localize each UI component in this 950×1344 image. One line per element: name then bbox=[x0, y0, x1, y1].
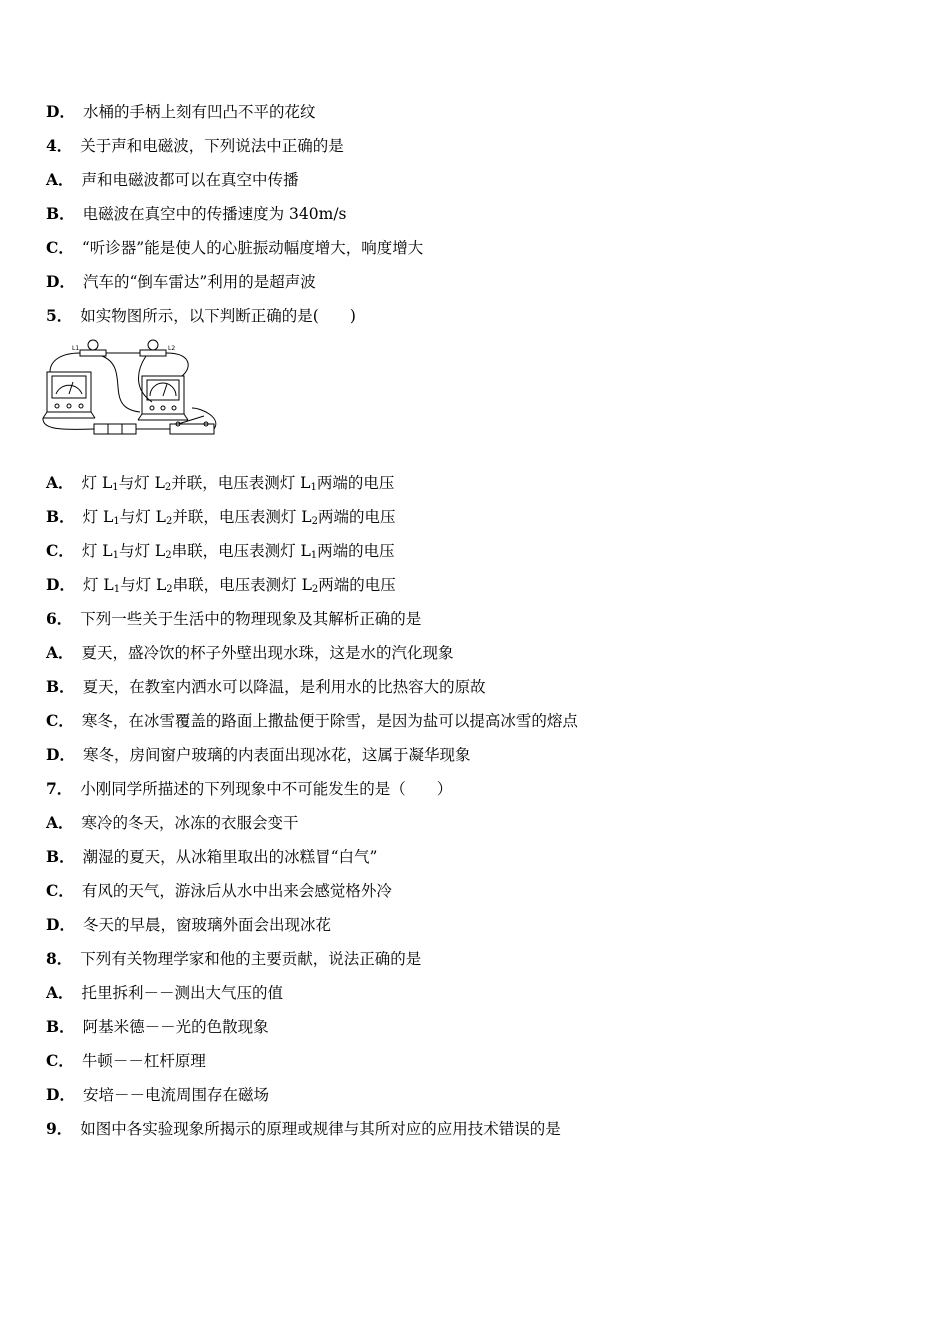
question-text: 如图中各实验现象所揭示的原理或规律与其所对应的应用技术错误的是 bbox=[80, 1120, 561, 1138]
text-run: 灯 L bbox=[81, 542, 113, 560]
answer-option bbox=[46, 1051, 206, 1071]
option-letter: B． bbox=[46, 677, 75, 696]
question-stem bbox=[46, 949, 421, 969]
text-run: 两端的电压 bbox=[318, 576, 396, 594]
text-run: 并联，电压表测灯 L bbox=[171, 474, 311, 492]
option-text: 夏天，盛冷饮的杯子外壁出现水珠，这是水的汽化现象 bbox=[81, 644, 454, 662]
answer-option bbox=[46, 507, 395, 527]
answer-option bbox=[46, 915, 331, 935]
answer-option bbox=[46, 813, 299, 833]
option-letter: C． bbox=[46, 238, 74, 257]
option-letter: B． bbox=[46, 847, 75, 866]
option-text: 汽车的“倒车雷达”利用的是超声波 bbox=[82, 273, 316, 291]
text-run: 灯 L bbox=[82, 576, 114, 594]
answer-option bbox=[46, 473, 394, 493]
text-run: 两端的电压 bbox=[316, 474, 395, 492]
question-number: 8． bbox=[46, 949, 73, 968]
option-letter: C． bbox=[46, 711, 74, 730]
subscript: 1 bbox=[310, 550, 318, 561]
text-run: 与灯 L bbox=[118, 474, 165, 492]
answer-option bbox=[46, 847, 377, 867]
text-run: 灯 L bbox=[81, 474, 113, 492]
option-text: 电磁波在真空中的传播速度为 340m/s bbox=[82, 205, 347, 223]
option-text: 夏天，在教室内洒水可以降温，是利用水的比热容大的原故 bbox=[82, 678, 486, 696]
answer-option bbox=[46, 881, 392, 901]
question-stem bbox=[46, 136, 344, 156]
lamp-l2 bbox=[140, 340, 166, 356]
subscript: 1 bbox=[112, 482, 119, 493]
subscript: 2 bbox=[165, 516, 173, 527]
option-text bbox=[82, 542, 395, 560]
meter-left bbox=[43, 372, 95, 418]
option-text: 安培－－电流周围存在磁场 bbox=[82, 1086, 269, 1104]
lamp-label-l2: L2 bbox=[168, 345, 176, 352]
meter-right bbox=[138, 376, 188, 420]
question-stem bbox=[46, 1119, 561, 1139]
subscript: 2 bbox=[311, 584, 319, 595]
option-text: “听诊器”能是使人的心脏振动幅度增大，响度增大 bbox=[81, 239, 424, 257]
question-text: 下列一些关于生活中的物理现象及其解析正确的是 bbox=[80, 610, 422, 628]
option-letter: B． bbox=[46, 507, 75, 526]
option-text: 寒冬，房间窗户玻璃的内表面出现冰花，这属于凝华现象 bbox=[82, 746, 471, 764]
subscript: 2 bbox=[166, 584, 173, 595]
subscript: 2 bbox=[311, 516, 318, 527]
question-text: 如实物图所示，以下判断正确的是( ) bbox=[80, 307, 356, 325]
text-run: 灯 L bbox=[82, 508, 114, 526]
option-text: 声和电磁波都可以在真空中传播 bbox=[81, 171, 299, 189]
switch bbox=[170, 416, 214, 434]
text-run: 与灯 L bbox=[118, 542, 166, 560]
question-number: 4． bbox=[46, 136, 73, 155]
option-letter: C． bbox=[46, 1051, 74, 1070]
option-text: 牛顿－－杠杆原理 bbox=[81, 1052, 206, 1070]
answer-option bbox=[46, 643, 454, 663]
option-letter: D． bbox=[46, 745, 75, 764]
subscript: 1 bbox=[112, 550, 119, 561]
question-number: 5． bbox=[46, 306, 73, 325]
option-text: 寒冬，在冰雪覆盖的路面上撒盐便于除雪，是因为盐可以提高冰雪的熔点 bbox=[81, 712, 578, 730]
option-text: 潮湿的夏天，从冰箱里取出的冰糕冒“白气” bbox=[82, 848, 378, 866]
question-text: 关于声和电磁波，下列说法中正确的是 bbox=[80, 137, 344, 155]
answer-option bbox=[46, 677, 486, 697]
option-text bbox=[83, 508, 396, 526]
question-number: 6． bbox=[46, 609, 73, 628]
answer-option bbox=[46, 711, 578, 731]
option-text: 冬天的早晨，窗玻璃外面会出现冰花 bbox=[82, 916, 331, 934]
option-text: 有风的天气，游泳后从水中出来会感觉格外冷 bbox=[81, 882, 392, 900]
question-text: 下列有关物理学家和他的主要贡献，说法正确的是 bbox=[80, 950, 422, 968]
subscript: 2 bbox=[164, 482, 172, 493]
option-text: 托里拆利－－测出大气压的值 bbox=[81, 984, 284, 1002]
option-letter: A． bbox=[46, 170, 74, 189]
option-letter: D． bbox=[46, 102, 75, 121]
answer-option bbox=[46, 170, 299, 190]
question-stem bbox=[46, 306, 356, 326]
answer-option bbox=[46, 238, 423, 258]
text-run: 两端的电压 bbox=[317, 508, 396, 526]
answer-option bbox=[46, 575, 396, 595]
option-letter: C． bbox=[46, 541, 74, 560]
subscript: 1 bbox=[310, 482, 317, 493]
lamp-l1 bbox=[80, 340, 106, 356]
subscript: 2 bbox=[165, 550, 172, 561]
option-text bbox=[82, 474, 395, 492]
option-letter: A． bbox=[46, 643, 74, 662]
option-letter: A． bbox=[46, 473, 74, 492]
question-number: 9． bbox=[46, 1119, 73, 1138]
answer-option bbox=[46, 745, 470, 765]
option-text: 阿基米德－－光的色散现象 bbox=[82, 1018, 269, 1036]
answer-option bbox=[46, 1085, 269, 1105]
text-run: 与灯 L bbox=[119, 508, 166, 526]
question-text: 小刚同学所描述的下列现象中不可能发生的是（ ） bbox=[80, 780, 453, 798]
circuit-figure bbox=[42, 338, 222, 444]
answer-option bbox=[46, 983, 283, 1003]
text-run: 与灯 L bbox=[120, 576, 167, 594]
question-stem bbox=[46, 779, 452, 799]
option-text bbox=[83, 576, 396, 594]
answer-option bbox=[46, 272, 316, 292]
text-run: 两端的电压 bbox=[317, 542, 395, 560]
answer-option bbox=[46, 1017, 269, 1037]
option-letter: B． bbox=[46, 204, 75, 223]
text-run: 并联，电压表测灯 L bbox=[172, 508, 312, 526]
option-letter: A． bbox=[46, 983, 74, 1002]
option-letter: C． bbox=[46, 881, 74, 900]
option-letter: D． bbox=[46, 575, 75, 594]
option-letter: D． bbox=[46, 272, 75, 291]
answer-option bbox=[46, 102, 315, 122]
subscript: 1 bbox=[113, 584, 121, 595]
subscript: 1 bbox=[113, 516, 120, 527]
option-text: 寒冷的冬天，冰冻的衣服会变干 bbox=[81, 814, 299, 832]
question-number: 7． bbox=[46, 779, 73, 798]
text-run: 串联，电压表测灯 L bbox=[172, 576, 312, 594]
option-letter: B． bbox=[46, 1017, 75, 1036]
option-letter: D． bbox=[46, 915, 75, 934]
answer-option bbox=[46, 204, 347, 224]
lamp-label-l1: L1 bbox=[72, 345, 80, 352]
option-letter: A． bbox=[46, 813, 74, 832]
option-text: 水桶的手柄上刻有凹凸不平的花纹 bbox=[82, 103, 316, 121]
question-stem bbox=[46, 609, 421, 629]
option-letter: D． bbox=[46, 1085, 75, 1104]
text-run: 串联，电压表测灯 L bbox=[171, 542, 311, 560]
battery bbox=[94, 424, 136, 434]
answer-option bbox=[46, 541, 395, 561]
